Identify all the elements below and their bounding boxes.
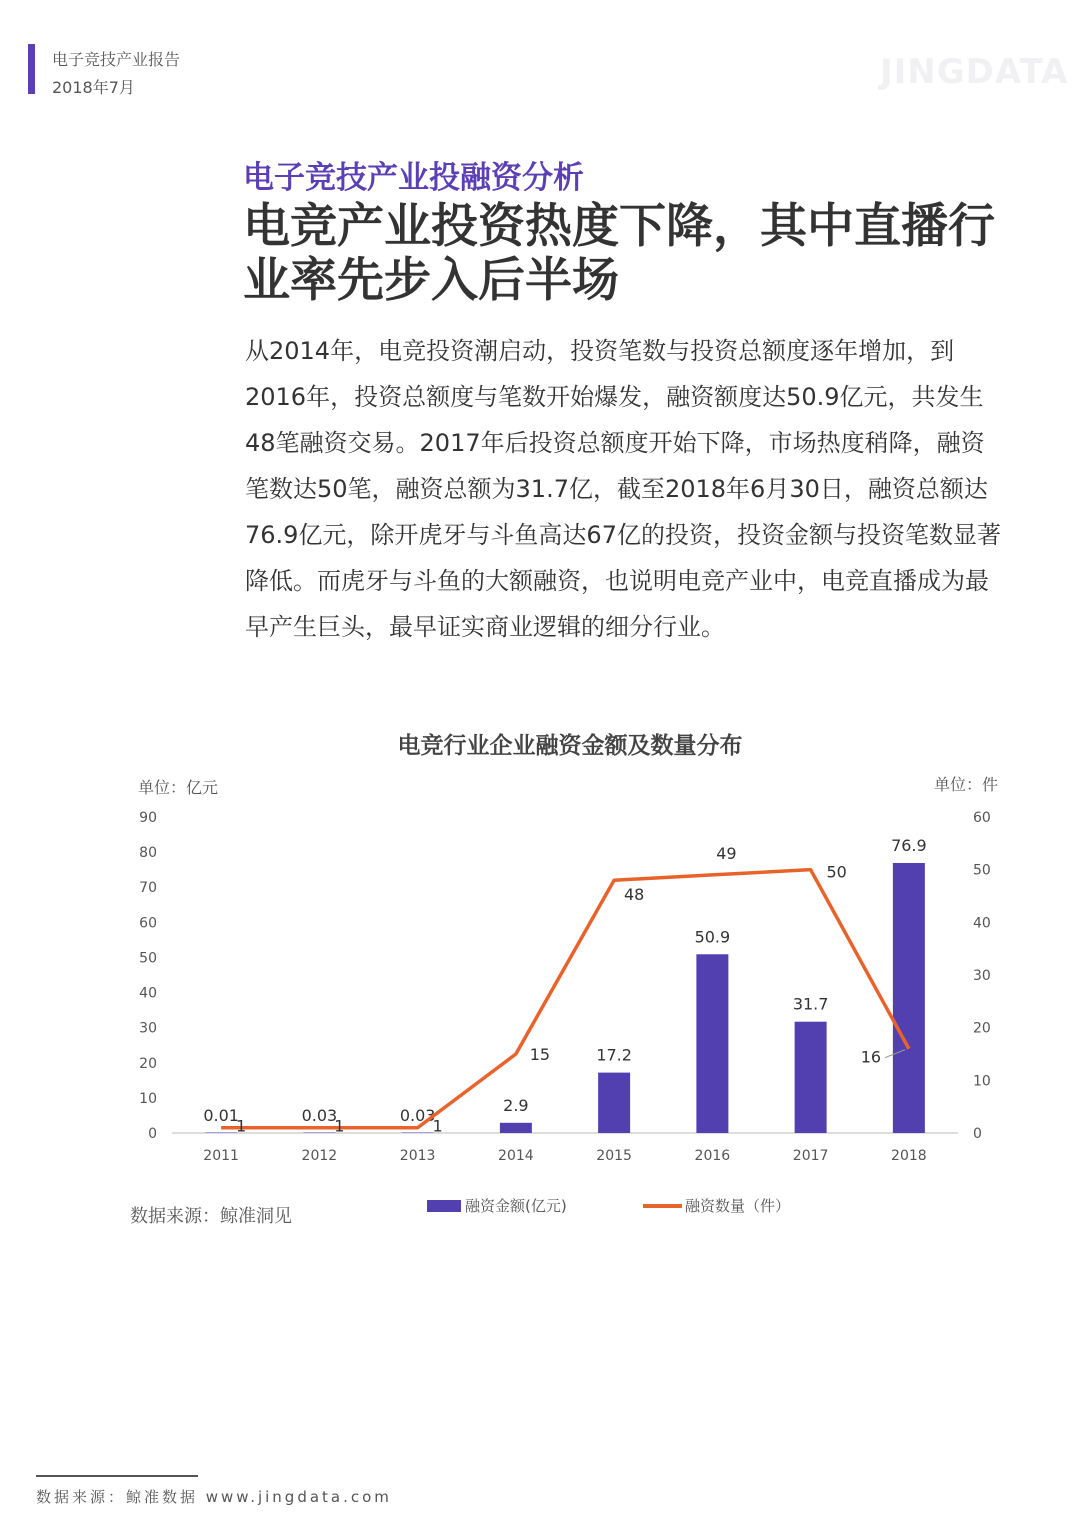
left-tick-label: 20 xyxy=(139,1055,157,1072)
line-data-label: 49 xyxy=(716,843,737,863)
bar-funding-amount xyxy=(795,1022,827,1133)
watermark-logo: JINGDATA xyxy=(880,52,1069,92)
left-tick-label: 60 xyxy=(139,915,157,932)
left-tick-label: 30 xyxy=(139,1020,157,1037)
right-tick-label: 0 xyxy=(973,1126,982,1142)
bar-data-label: 2.9 xyxy=(503,1095,529,1115)
body-line: 早产生巨头，最早证实商业逻辑的细分行业。 xyxy=(245,613,725,641)
headline-line: 业率先步入后半场 xyxy=(243,253,619,308)
header-accent-bar xyxy=(28,44,35,94)
chart-source: 数据来源：鲸准洞见 xyxy=(130,1206,292,1227)
x-tick-label: 2013 xyxy=(399,1148,436,1164)
body-line: 从2014年，电竞投资潮启动，投资笔数与投资总额度逐年增加，到 xyxy=(245,337,955,365)
line-data-label: 1 xyxy=(236,1116,247,1136)
bar-data-label: 17.2 xyxy=(596,1045,632,1065)
right-tick-label: 60 xyxy=(973,810,991,826)
bar-funding-amount xyxy=(303,1133,335,1134)
bar-funding-amount xyxy=(205,1133,237,1134)
line-data-label: 50 xyxy=(826,862,847,882)
right-tick-label: 10 xyxy=(973,1073,991,1090)
left-tick-label: 10 xyxy=(139,1090,157,1107)
bar-funding-amount xyxy=(598,1073,630,1133)
footer-divider xyxy=(36,1475,198,1477)
right-tick-label: 40 xyxy=(973,915,991,932)
bar-data-label: 0.03 xyxy=(399,1105,436,1125)
headline xyxy=(243,200,1043,308)
legend-swatch-bar xyxy=(427,1200,461,1212)
x-tick-label: 2011 xyxy=(203,1148,239,1164)
body-line: 2016年，投资总额度与笔数开始爆发，融资额度达50.9亿元，共发生 xyxy=(245,383,984,411)
line-data-label: 1 xyxy=(432,1116,443,1136)
left-tick-label: 70 xyxy=(139,880,157,897)
x-tick-label: 2016 xyxy=(694,1148,731,1164)
bar-funding-amount xyxy=(893,863,925,1133)
footer-source: 数据来源：鲸准数据 www.jingdata.com xyxy=(36,1488,392,1506)
bar-funding-amount xyxy=(402,1133,434,1134)
bar-data-label: 76.9 xyxy=(891,835,927,855)
line-data-label: 15 xyxy=(529,1045,551,1064)
legend-label-line: 融资数量（件） xyxy=(685,1197,791,1215)
line-data-label: 48 xyxy=(623,885,645,905)
bar-funding-amount xyxy=(500,1123,532,1133)
left-tick-label: 80 xyxy=(139,845,157,862)
body-line: 48笔融资交易。2017年后投资总额度开始下降，市场热度稍降，融资 xyxy=(245,429,985,457)
x-tick-label: 2015 xyxy=(596,1148,632,1164)
x-tick-label: 2012 xyxy=(301,1148,338,1164)
bar-data-label: 0.03 xyxy=(301,1105,338,1125)
left-tick-label: 40 xyxy=(139,985,157,1002)
body-line: 笔数达50笔，融资总额为31.7亿，截至2018年6月30日，融资总额达 xyxy=(245,475,988,503)
body-line: 降低。而虎牙与斗鱼的大额融资，也说明电竞产业中，电竞直播成为最 xyxy=(245,567,989,595)
right-axis-unit: 单位：件 xyxy=(933,775,998,794)
body-paragraph xyxy=(245,328,1045,650)
report-title: 电子竞技产业报告 xyxy=(52,50,181,69)
section-subtitle: 电子竞技产业投融资分析 xyxy=(243,160,584,196)
x-tick-label: 2014 xyxy=(498,1148,534,1164)
bar-data-label: 0.01 xyxy=(203,1105,239,1125)
x-tick-label: 2017 xyxy=(792,1148,829,1164)
right-tick-label: 20 xyxy=(973,1020,991,1037)
chart-title: 电竞行业企业融资金额及数量分布 xyxy=(397,733,743,759)
legend-label-bar: 融资金额(亿元) xyxy=(465,1197,567,1215)
line-data-label: 16 xyxy=(860,1047,882,1067)
left-tick-label: 90 xyxy=(139,810,157,826)
body-line: 76.9亿元，除开虎牙与斗鱼高达67亿的投资，投资金额与投资笔数显著 xyxy=(245,521,1001,549)
right-tick-label: 50 xyxy=(973,862,991,879)
left-axis-unit: 单位：亿元 xyxy=(138,778,219,797)
report-date: 2018年7月 xyxy=(52,78,135,97)
funding-chart xyxy=(0,700,1080,1215)
x-tick-label: 2018 xyxy=(891,1148,927,1164)
left-tick-label: 50 xyxy=(139,950,157,967)
bar-funding-amount xyxy=(696,954,728,1133)
right-tick-label: 30 xyxy=(973,968,991,984)
line-data-label: 1 xyxy=(334,1116,345,1136)
bar-data-label: 50.9 xyxy=(694,927,731,947)
left-tick-label: 0 xyxy=(148,1126,157,1142)
bar-data-label: 31.7 xyxy=(792,994,829,1014)
headline-line: 电竞产业投资热度下降，其中直播行 xyxy=(243,199,995,254)
